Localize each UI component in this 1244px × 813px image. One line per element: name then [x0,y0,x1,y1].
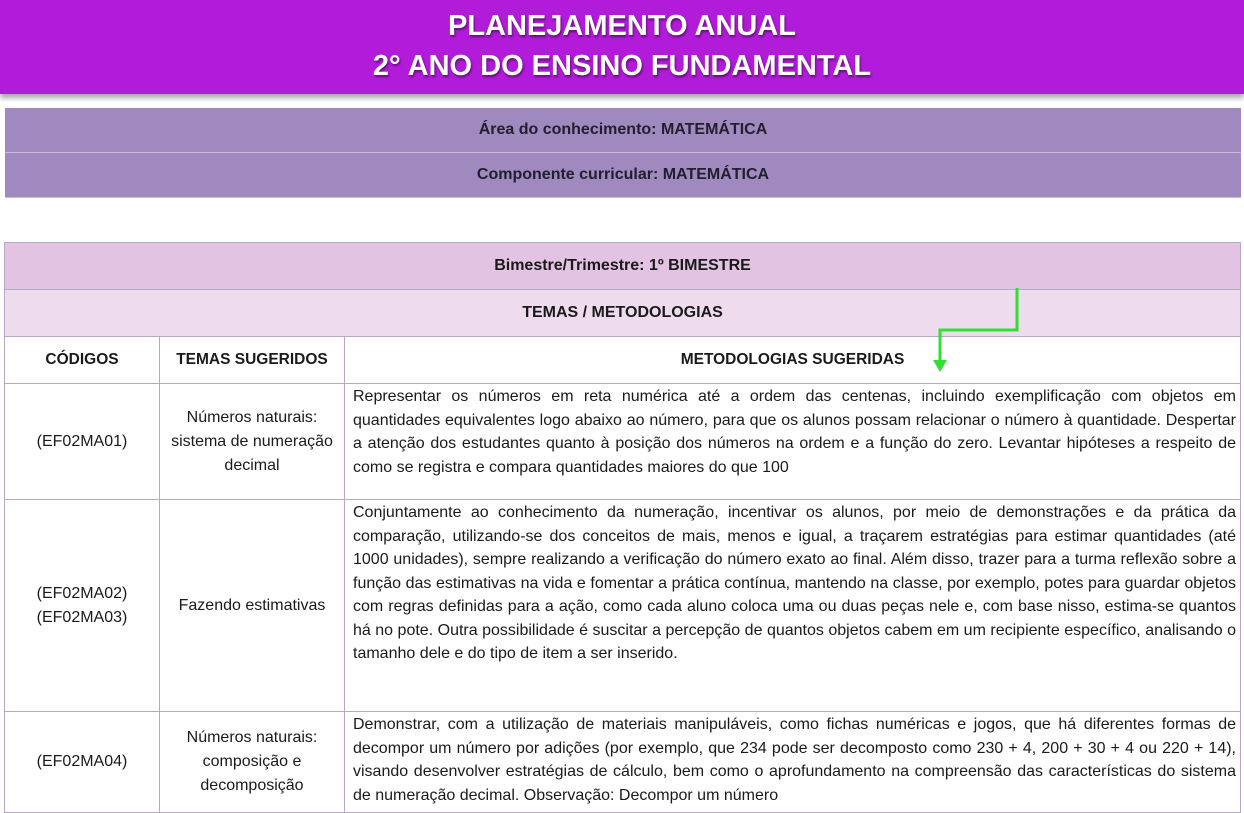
knowledge-area-band [5,108,1241,153]
column-header-methodologies: METODOLOGIAS SUGERIDAS [345,337,1241,384]
theme-cell: Números naturais: sistema de numeração decimal [160,384,345,500]
title-banner [0,0,1244,94]
section-row [5,290,1241,337]
code-value: (EF02MA03) [36,608,128,626]
code-value: (EF02MA04) [36,753,128,770]
code-value: (EF02MA01) [36,432,128,450]
methodology-cell: Conjuntamente ao conhecimento da numeração, incentivar os alunos, por meio de demonstrações e da prática da comparação, utilizando-se dos conceitos de mais, menos e igual, a traçarem estratégias para estimar quantidades (até 1000 unidades), sempre realizando a verificação do número exato ao final. Além disso, trazer para a turma reflexão sobre a função das estimativas na vida e fomentar a prática contínua, mantendo na classe, por exemplo, potes para guardar objetos com regras definidas para a ação, como cada aluno coloca uma ou duas peças nele e, com base nisso, estima-se quantos há no pote. Outra possibilidade é suscitar a percepção de quantos objetos cabem em um recipiente específico, analisando o tamanho dele e do tipo de item a ser inserido. [345,500,1241,712]
methodology-cell: Representar os números em reta numérica até a ordem das centenas, incluindo exemplificação com objetos em quantidades equivalentes logo abaixo ao número, para que os alunos possam relacionar o número à quantidade. Despertar a atenção dos estudantes quanto à posição dos números na ordem e a função do zero. Levantar hipóteses a respeito de como se registra e compara quantidades maiores do que 100 [345,384,1241,500]
column-header-codes: CÓDIGOS [5,337,160,384]
code-cell [5,384,160,500]
title-line-2: 2° ANO DO ENSINO FUNDAMENTAL [372,50,872,82]
code-value: (EF02MA02) [36,584,128,602]
column-header-themes: TEMAS SUGERIDOS [160,337,345,384]
theme-cell: Fazendo estimativas [160,500,345,712]
knowledge-area-label: Área do conhecimento: MATEMÁTICA [478,121,768,138]
title-line-1: PLANEJAMENTO ANUAL [447,10,796,42]
theme-cell: Números naturais: composição e decomposição [160,712,345,813]
code-cell [5,712,160,813]
bimester-row [5,243,1241,290]
curricular-component-band [5,153,1241,198]
column-header-row [5,337,1241,384]
planning-table [4,242,1241,813]
section-cell: TEMAS / METODOLOGIAS [5,290,1241,337]
table-row [5,500,1241,712]
methodology-cell: Demonstrar, com a utilização de materiais manipuláveis, como fichas numéricas e jogos, que há diferentes formas de decompor um número por adições (por exemplo, que 234 pode ser decomposto como 230 + 4, 200 + 30 + 4 ou 220 + 14), visando desenvolver estratégias de cálculo, bem como o aprofundamento na compreensão das características do sistema de numeração decimal. Observação: Decompor um número [345,712,1241,813]
table-row [5,712,1241,813]
code-cell [5,500,160,712]
bimester-cell: Bimestre/Trimestre: 1º BIMESTRE [5,243,1241,290]
table-row [5,384,1241,500]
curricular-component-label: Componente curricular: MATEMÁTICA [476,166,770,183]
